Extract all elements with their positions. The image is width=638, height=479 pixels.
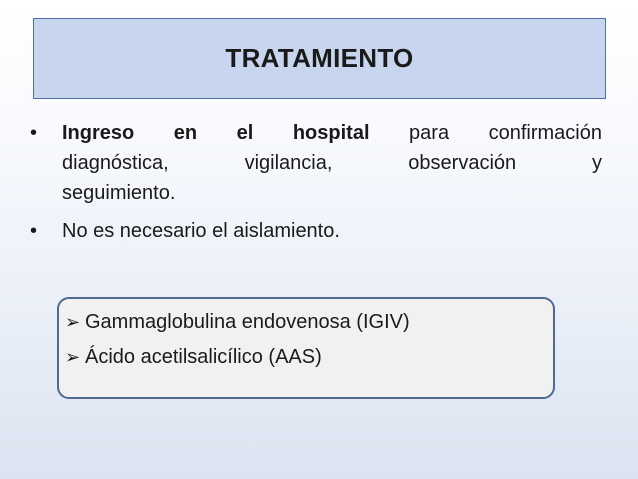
bullet-line2: diagnóstica, vigilancia, observación y [62, 152, 602, 174]
bullet-line3: seguimiento. [62, 182, 176, 204]
drug-name: Ácido acetilsalicílico (AAS) [85, 346, 322, 368]
treatment-drugs-box [57, 297, 555, 399]
bullet-item-hospital [27, 118, 602, 208]
bullet-dot-icon: • [30, 122, 38, 144]
bullet-line1-rest: para confirmación [409, 122, 602, 144]
drug-item-aas [65, 342, 553, 373]
bullet-list [27, 118, 602, 246]
bullet-dot-icon: • [30, 220, 38, 242]
check-arrow-icon: ➢ [65, 347, 81, 368]
bullet-item-aislamiento [27, 216, 602, 246]
check-arrow-icon: ➢ [65, 312, 81, 333]
drug-name: Gammaglobulina endovenosa (IGIV) [85, 311, 410, 333]
bullet-bold-lead: Ingreso en el hospital [62, 122, 370, 144]
slide-title: TRATAMIENTO [225, 43, 414, 73]
bullet-text: No es necesario el aislamiento. [62, 220, 340, 242]
drug-item-igiv [65, 307, 553, 338]
bullet-line [62, 118, 602, 148]
title-banner [33, 18, 606, 99]
